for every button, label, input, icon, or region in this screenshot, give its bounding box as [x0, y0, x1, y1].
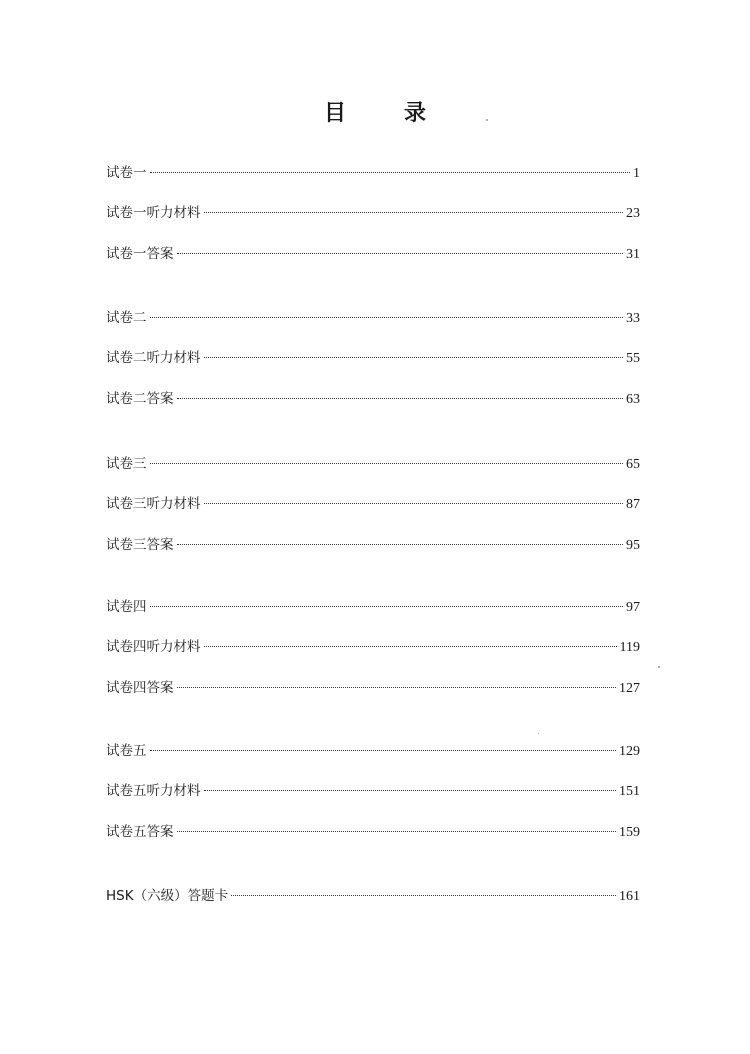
toc-entry-exam5-listening: [106, 780, 640, 802]
toc-leader-dots: [177, 544, 624, 545]
toc-entry-exam3-answers: [106, 534, 640, 556]
toc-entry-page: 119: [619, 640, 640, 655]
toc-leader-dots: [204, 646, 617, 647]
toc-entry-exam4-answers: [106, 677, 640, 699]
toc-entry-exam1-listening: [106, 202, 640, 224]
toc-entry-exam2: [106, 307, 640, 329]
toc-entry-label: 试卷一答案: [106, 246, 174, 262]
toc-entry-page: 1: [633, 166, 640, 181]
toc-leader-dots: [150, 463, 624, 464]
toc-leader-dots: [177, 831, 617, 832]
toc-leader-dots: [177, 398, 624, 399]
toc-entry-label: 试卷一: [106, 165, 147, 181]
toc-entry-page: 31: [626, 247, 640, 262]
toc-entry-page: 161: [619, 889, 640, 904]
toc-entry-label: 试卷二: [106, 310, 147, 326]
table-of-contents: [106, 0, 640, 1054]
toc-entry-label: 试卷五听力材料: [106, 783, 201, 799]
toc-entry-label: 试卷五答案: [106, 824, 174, 840]
toc-entry-page: 95: [626, 538, 640, 553]
toc-entry-label: 试卷三听力材料: [106, 496, 201, 512]
toc-leader-dots: [204, 212, 624, 213]
toc-entry-exam1-answers: [106, 243, 640, 265]
toc-entry-label: 试卷四: [106, 599, 147, 615]
toc-leader-dots: [204, 790, 617, 791]
toc-entry-exam3-listening: [106, 493, 640, 515]
toc-entry-exam3: [106, 453, 640, 475]
scan-speck: [658, 666, 660, 668]
toc-entry-label: 试卷四听力材料: [106, 639, 201, 655]
toc-leader-dots: [231, 895, 616, 896]
toc-entry-page: 33: [626, 311, 640, 326]
toc-leader-dots: [150, 317, 624, 318]
toc-entry-page: 97: [626, 600, 640, 615]
toc-entry-exam4: [106, 596, 640, 618]
toc-entry-page: 127: [619, 681, 640, 696]
toc-entry-label: 试卷三答案: [106, 537, 174, 553]
toc-entry-page: 65: [626, 457, 640, 472]
page-title: 目 录: [323, 101, 444, 126]
toc-entry-exam4-listening: [106, 636, 640, 658]
toc-entry-exam1: [106, 162, 640, 184]
toc-leader-dots: [177, 687, 617, 688]
toc-entry-label: 试卷二听力材料: [106, 350, 201, 366]
toc-leader-dots: [150, 606, 624, 607]
toc-entry-page: 63: [626, 392, 640, 407]
toc-entry-page: 159: [619, 825, 640, 840]
toc-entry-label: 试卷三: [106, 456, 147, 472]
toc-leader-dots: [150, 172, 631, 173]
scan-speck: [486, 119, 488, 121]
toc-leader-dots: [150, 750, 617, 751]
toc-leader-dots: [204, 503, 624, 504]
toc-entry-page: 129: [619, 744, 640, 759]
toc-entry-exam5: [106, 740, 640, 762]
toc-entry-label: 试卷四答案: [106, 680, 174, 696]
toc-leader-dots: [177, 253, 624, 254]
toc-entry-label: 试卷一听力材料: [106, 205, 201, 221]
toc-entry-exam2-listening: [106, 347, 640, 369]
toc-entry-answer-sheet: [106, 885, 640, 907]
toc-leader-dots: [204, 357, 624, 358]
toc-entry-page: 151: [619, 784, 640, 799]
toc-entry-exam2-answers: [106, 388, 640, 410]
toc-entry-label: 试卷五: [106, 743, 147, 759]
toc-entry-page: 55: [626, 351, 640, 366]
toc-entry-label: HSK（六级）答题卡: [106, 888, 229, 904]
toc-entry-label: 试卷二答案: [106, 391, 174, 407]
scan-speck: [538, 733, 539, 734]
toc-entry-page: 23: [626, 206, 640, 221]
toc-entry-exam5-answers: [106, 821, 640, 843]
toc-entry-page: 87: [626, 497, 640, 512]
